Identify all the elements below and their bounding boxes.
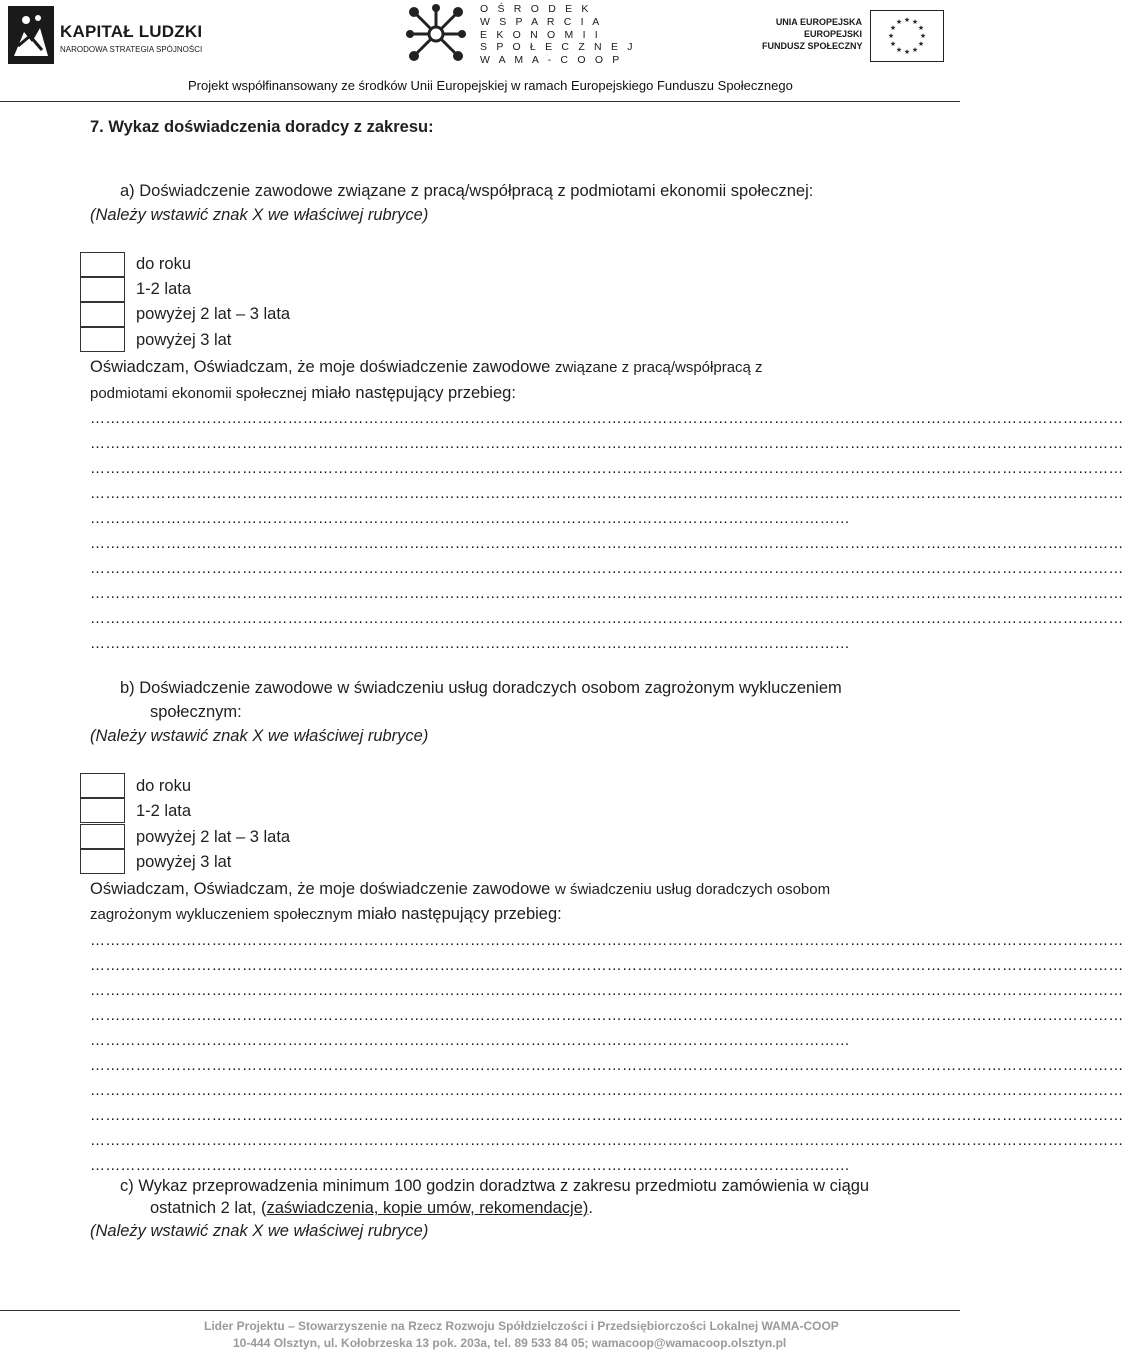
dotted-line[interactable]: …………………………………………………………………………………………………………………………………… [90,635,850,652]
part-a-label: a) Doświadczenie zawodowe związane z pracą/współpracą z podmiotami ekonomii społecznej: [120,182,814,200]
kapital-ludzki-emblem-icon [8,6,54,64]
kapital-ludzki-logo [8,6,203,66]
svg-text:★: ★ [911,18,919,26]
checkbox-a-1-2-lata[interactable] [80,277,125,302]
eu-line: EUROPEJSKI [803,29,862,39]
part-c-label: c) Wykaz przeprowadzenia minimum 100 godzin doradztwa z zakresu przedmiotu zamówienia w ciągu [120,1177,870,1195]
header-divider [0,101,960,102]
dotted-line[interactable]: …………………………………………………………………………………………………………………………………………………………………………………… [90,982,1124,999]
dotted-line[interactable]: …………………………………………………………………………………………………………………………………………………………………………………… [90,1082,1124,1099]
part-b-statement-line1 [90,880,830,899]
dotted-line[interactable]: …………………………………………………………………………………………………………………………………………………………………………………… [90,535,1124,552]
part-a-statement-line2 [90,384,516,403]
eu-logo-text [762,16,862,52]
checkbox-a-powyzej-3[interactable] [80,327,125,352]
wama-line: E K O N O M I I [480,28,601,41]
svg-text:★: ★ [889,24,897,32]
part-c-instruction: (Należy wstawić znak X we właściwej rubryce) [90,1222,429,1240]
dotted-line[interactable]: …………………………………………………………………………………………………………………………………………………………………………………… [90,560,1124,577]
footer-address: 10-444 Olsztyn, ul. Kołobrzeska 13 pok. 203a, tel. 89 533 84 05; wamacoop@wamacoop.olsztyn.pl [233,1336,787,1350]
dotted-line[interactable]: …………………………………………………………………………………………………………………………………… [90,510,850,527]
wama-coop-network-icon [404,2,468,66]
kapital-ludzki-title: KAPITAŁ LUDZKI [60,22,203,41]
dotted-line[interactable]: …………………………………………………………………………………………………………………………………………………………………………………… [90,485,1124,502]
part-a-statement-line1 [90,358,763,377]
dotted-line[interactable]: …………………………………………………………………………………………………………………………………………………………………………………… [90,585,1124,602]
dotted-line[interactable]: …………………………………………………………………………………………………………………………………………………………………………………… [90,957,1124,974]
checkbox-a-do-roku[interactable] [80,252,125,277]
dotted-line[interactable]: …………………………………………………………………………………………………………………………………………………………………………………… [90,932,1124,949]
wama-line: W A M A - C O O P [480,54,623,67]
dotted-line[interactable]: …………………………………………………………………………………………………………………………………… [90,1157,850,1174]
statement-text-small: podmiotami ekonomii społecznej [90,385,307,402]
wama-line: S P O Ł E C Z N E J [480,41,636,54]
svg-text:★: ★ [903,16,911,24]
option-label: powyżej 3 lat [136,853,232,871]
checkbox-b-2-3-lata[interactable] [80,824,125,849]
wama-line: W S P A R C I A [480,15,603,28]
option-label: powyżej 3 lat [136,331,232,349]
eu-flag-icon [870,10,944,62]
part-b-instruction: (Należy wstawić znak X we właściwej rubryce) [90,727,429,745]
kapital-ludzki-subtitle: NARODOWA STRATEGIA SPÓJNOŚCI [60,45,203,54]
statement-text: miało następujący przebieg: [311,384,516,402]
statement-text-small: w świadczeniu usług doradczych osobom [554,881,831,898]
part-c-suffix: . [588,1199,593,1217]
dotted-line[interactable]: …………………………………………………………………………………………………………………………………………………………………………………… [90,1057,1124,1074]
checkbox-b-powyzej-3[interactable] [80,849,125,874]
part-c-documents-link: zaświadczenia, kopie umów, rekomendacje) [266,1199,589,1217]
svg-text:★: ★ [889,40,897,48]
dotted-line[interactable]: …………………………………………………………………………………………………………………………………………………………………………………… [90,410,1124,427]
svg-text:★: ★ [903,48,911,56]
svg-text:★: ★ [919,32,927,40]
option-label: 1-2 lata [136,802,192,820]
svg-text:★: ★ [895,46,903,54]
dotted-line[interactable]: …………………………………………………………………………………………………………………………………………………………………………………… [90,460,1124,477]
dotted-line[interactable]: …………………………………………………………………………………………………………………………………………………………………………………… [90,435,1124,452]
dotted-line[interactable]: …………………………………………………………………………………………………………………………………………………………………………………… [90,1007,1124,1024]
checkbox-b-do-roku[interactable] [80,773,125,798]
part-a-instruction: (Należy wstawić znak X we właściwej rubryce) [90,206,429,224]
statement-text: Oświadczam, Oświadczam, że moje doświadczenie zawodowe [90,880,551,898]
svg-text:★: ★ [917,40,925,48]
wama-coop-logo [404,2,636,68]
part-b-statement-line2 [90,905,562,924]
part-c-prefix: ostatnich 2 lat, ( [150,1199,267,1217]
section-title: 7. Wykaz doświadczenia doradcy z zakresu: [90,118,434,136]
dotted-line[interactable]: …………………………………………………………………………………………………………………………………… [90,1032,850,1049]
option-label: powyżej 2 lat – 3 lata [136,828,291,846]
checkbox-b-1-2-lata[interactable] [80,798,125,823]
svg-text:★: ★ [917,24,925,32]
checkbox-a-2-3-lata[interactable] [80,302,125,327]
cofinancing-note: Projekt współfinansowany ze środków Unii Europejskiej w ramach Europejskiego Funduszu Społecznego [188,78,793,93]
eu-line: FUNDUSZ SPOŁECZNY [762,41,863,51]
wama-coop-name [480,3,636,67]
dotted-line[interactable]: …………………………………………………………………………………………………………………………………………………………………………………… [90,610,1124,627]
statement-text: miało następujący przebieg: [357,905,562,923]
option-label: powyżej 2 lat – 3 lata [136,305,291,323]
dotted-line[interactable]: …………………………………………………………………………………………………………………………………………………………………………………… [90,1132,1124,1149]
option-label: 1-2 lata [136,280,192,298]
svg-text:★: ★ [911,46,919,54]
footer-divider [0,1310,960,1311]
option-label: do roku [136,777,192,795]
statement-text: Oświadczam, Oświadczam, że moje doświadczenie zawodowe [90,358,551,376]
part-c-label-cont [150,1199,593,1218]
svg-text:★: ★ [887,32,895,40]
part-b-label-cont: społecznym: [150,703,242,721]
part-b-label: b) Doświadczenie zawodowe w świadczeniu usług doradczych osobom zagrożonym wykluczeniem [120,679,842,697]
eu-line: UNIA EUROPEJSKA [775,17,862,27]
statement-text-small: zagrożonym wykluczeniem społecznym [90,906,353,923]
eu-logo [762,6,942,62]
wama-line: O Ś R O D E K [480,3,592,15]
dotted-line[interactable]: …………………………………………………………………………………………………………………………………………………………………………………… [90,1107,1124,1124]
option-label: do roku [136,255,192,273]
statement-text-small: związane z pracą/współpracą z [554,359,763,376]
footer-leader: Lider Projektu – Stowarzyszenie na Rzecz Rozwoju Spółdzielczości i Przedsiębiorczości Lokalnej WAMA-COOP [204,1319,839,1333]
svg-text:★: ★ [895,18,903,26]
